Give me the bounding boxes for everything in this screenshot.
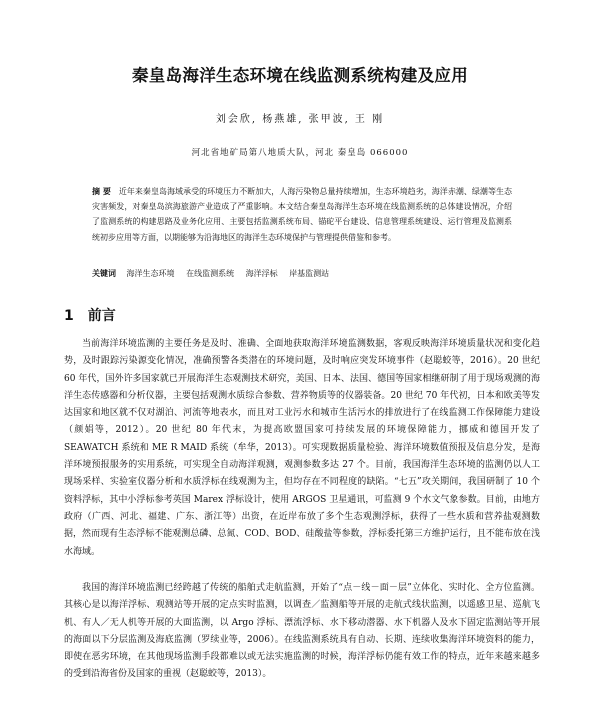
author-affiliation: 河北省地矿局第八地质大队，河北 秦皇岛 066000 xyxy=(191,148,409,158)
paper-title: 秦皇岛海洋生态环境在线监测系统构建及应用 xyxy=(132,66,468,85)
keywords-label: 关键词 xyxy=(92,269,116,278)
body-paragraph: 当前海洋环境监测的主要任务是及时、准确、全面地获取海洋环境监测数据，客观反映海洋环境质量状况和变化趋势，及时跟踪污染源变化情况，准确预警各类潜在的环境问题，及时响应突发环境事件（赵聪蛟等，2016）。20 世纪 60 年代，国外许多国家就已开展海洋生态观测技术研究，美国、日本、法国、德国等国家相继研制了用于现场观测的海洋生态传感器和分析仪器，主要包括观测水质综合参数、营养物质等的仪器装备。20 世纪 70 年代初，日本和欧美等发达国家和地区就不仅对湖泊、河流等地表水，而且对工业污水和城市生活污水的排放进行了在线监测工作保障能力建设（颜娟等，2012）。20 世纪 80 年代末，为提高欧盟国家可持续发展的环境保障能力，挪威和德国开发了 SEAWATCH 系统和 ME R MAID 系统（牟华，2013）。可实现数据质量检验、海洋环境数值预报及信息分发，是海洋环境预报服务的实用系统，可实现全自动海洋观测，观测参数多达 27 个。目前，我国海洋生态环境的监测仍以人工现场采样、实验室仪器分析和水质浮标在线观测为主，但均存在不同程度的缺陷。“七五”攻关期间，我国研制了 10 个资料浮标，其中小浮标参考英国 Marex 浮标设计，使用 ARGOS 卫星通讯，可监测 9 个水文气象参数。目前，由地方政府（广西、河北、福建、广东、浙江等）出资，在近岸布放了多个生态观测浮标，获得了一些水质和营养盐观测数据，然而现有生态浮标不能观测总磷、总氮、COD、BOD、硅酸盐等参数，浮标委托第三方维护运行，且不能布放在浅水海域。 xyxy=(64,339,540,557)
keyword: 海洋浮标 xyxy=(245,269,278,278)
section-heading xyxy=(64,305,116,325)
abstract-text: 近年来秦皇岛海域承受的环境压力不断加大，人海污染物总量持续增加，生态环境趋劣，海洋赤潮、绿潮等生态灾害频发，对秦皇岛滨海旅游产业造成了严重影响。本文结合秦皇岛海洋生态环境在线监测系统的总体建设情况，介绍了监测系统的构建思路及业务化应用、主要包括监测系统布局、锚砣平台建设、信息管理系统建设、运行管理及监测系统初步应用等方面，以期能够为沿海地区的海洋生态环境保护与管理提供借鉴和参考。 xyxy=(92,187,512,242)
body-paragraph: 我国的海洋环境监测已经跨越了传统的船舶式走航监测，开始了“点－线－面－层”立体化、实时化、全方位监测。其核心是以海洋浮标、观测站等开展的定点实时监测，以调查／监测船等开展的走航式线状监测，以遥感卫星、巡航飞机、有人／无人机等开展的大面监测，以 Argo 浮标、漂流浮标、水下移动潜器、水下机器人及水下固定监测站等开展的海面以下分层监测及海底监测（罗续业等，2006）。在线监测系统具有自动、长期、连续收集海洋环境资料的能力，即使在恶劣环境，在其他现场监测手段都难以或无法实施监测的时候，海洋浮标仍能有效工作的特点，近年来越来越多的受到沿海省份及国家的重视（赵聪蛟等，2013）。 xyxy=(64,583,540,680)
section-number: 1 xyxy=(64,308,74,324)
keyword: 岸基监测站 xyxy=(289,269,330,278)
abstract-label: 摘 要 xyxy=(92,187,111,196)
author-list: 刘会欣, 杨燕雄, 张甲波, 王 刚 xyxy=(215,114,385,125)
keywords xyxy=(92,266,512,281)
section-title: 前言 xyxy=(87,308,116,324)
abstract xyxy=(92,184,512,245)
keyword: 海洋生态环境 xyxy=(126,269,175,278)
keyword: 在线监测系统 xyxy=(186,269,235,278)
